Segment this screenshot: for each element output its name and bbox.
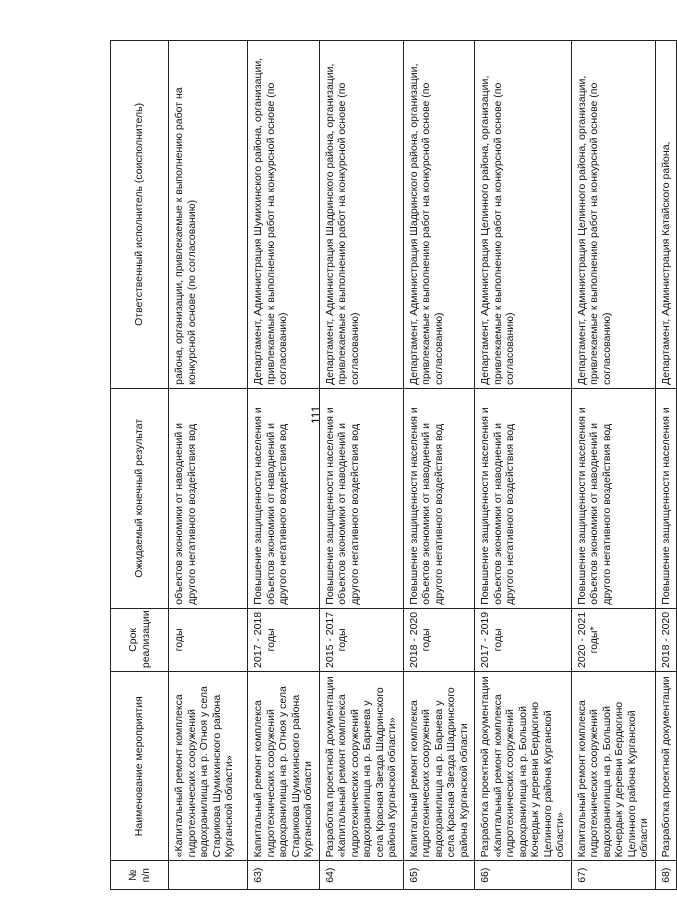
table-row xyxy=(169,41,248,890)
responsible: Департамент, Администрация Целинного района, организации, привлекаемые к выполнению работ на конкурсной основе (по согласованию) xyxy=(475,41,572,389)
term: 2015 - 2017 годы xyxy=(319,608,403,671)
row-number: 63) xyxy=(248,861,320,890)
header-number: № п/п xyxy=(111,861,169,890)
table-header-row xyxy=(111,41,169,890)
measure-name: «Капитальный ремонт комплекса гидротехнических сооружений водохранилища на р. Отноя у села Старикова Шумихинского района Курганской области» xyxy=(169,672,248,861)
expected-result: Повышение защищенности населения и объектов экономики от наводнений и другого негативного воздействия вод xyxy=(571,388,655,608)
term: 2020 - 2021 годы* xyxy=(571,608,655,671)
expected-result: Повышение защищенности населения и объектов экономики от наводнений и другого негативного воздействия вод xyxy=(248,388,320,608)
measure-name: Капитальный ремонт комплекса гидротехнических сооружений водохранилища на р. Большой Кочердык у деревни Бердюгино Целинного района Курганской области xyxy=(571,672,655,861)
page-number: 111 xyxy=(309,405,323,425)
term: годы xyxy=(169,608,248,671)
term: 2017 - 2019 годы xyxy=(475,608,572,671)
responsible: Департамент, Администрация Катайского района, xyxy=(655,41,677,389)
expected-result: Повышение защищенности населения и xyxy=(655,388,677,608)
expected-result: объектов экономики от наводнений и другого негативного воздействия вод xyxy=(169,388,248,608)
term: 2018 - 2020 годы xyxy=(403,608,475,671)
expected-result: Повышение защищенности населения и объектов экономики от наводнений и другого негативного воздействия вод xyxy=(319,388,403,608)
responsible: Департамент, Администрация Шумихинского района, организации, привлекаемые к выполнению работ на конкурсной основе (по согласованию) xyxy=(248,41,320,389)
responsible: Департамент, Администрация Шадринского района, организации, привлекаемые к выполнению работ на конкурсной основе (по согласованию) xyxy=(403,41,475,389)
measure-name: Разработка проектной документации «Капитальный ремонт комплекса гидротехнических сооружений водохранилища на р. Барнева у села Красная Звезда Шадринского района Курганской области» xyxy=(319,672,403,861)
measure-name: Капитальный ремонт комплекса гидротехнических сооружений водохранилища на р. Барнева у села Красная Звезда Шадринского района Курганской области xyxy=(403,672,475,861)
table-row xyxy=(403,41,475,890)
table-row xyxy=(475,41,572,890)
row-number: 64) xyxy=(319,861,403,890)
responsible: Департамент, Администрация Шадринского района, организации, привлекаемые к выполнению работ на конкурсной основе (по согласованию) xyxy=(319,41,403,389)
row-number: 68) xyxy=(655,861,677,890)
term: 2018 - 2020 xyxy=(655,608,677,671)
expected-result: Повышение защищенности населения и объектов экономики от наводнений и другого негативного воздействия вод xyxy=(475,388,572,608)
measures-table xyxy=(110,40,677,890)
term: 2017 - 2018 годы xyxy=(248,608,320,671)
table-row xyxy=(655,41,677,890)
header-term: Срок реализации xyxy=(111,608,169,671)
row-number: 66) xyxy=(475,861,572,890)
measure-name: Разработка проектной документации «Капитальный ремонт комплекса гидротехнических сооружений водохранилища на р. Большой Кочердык у деревни Бердюгино Целинного района Курганской области» xyxy=(475,672,572,861)
measure-name: Разработка проектной документации xyxy=(655,672,677,861)
measure-name: Капитальный ремонт комплекса гидротехнических сооружений водохранилища на р. Отноя у села Старикова Шумихинского района Курганской области xyxy=(248,672,320,861)
responsible: района, организации, привлекаемые к выполнению работ на конкурсной основе (по согласованию) xyxy=(169,41,248,389)
rotated-page-content xyxy=(110,40,672,890)
header-responsible: Ответственный исполнитель (соисполнитель) xyxy=(111,41,169,389)
expected-result: Повышение защищенности населения и объектов экономики от наводнений и другого негативного воздействия вод xyxy=(403,388,475,608)
table-row xyxy=(248,41,320,890)
row-number: 67) xyxy=(571,861,655,890)
table-row xyxy=(319,41,403,890)
header-expected-result: Ожидаемый конечный результат xyxy=(111,388,169,608)
row-number xyxy=(169,861,248,890)
header-measure-name: Наименование мероприятия xyxy=(111,672,169,861)
row-number: 65) xyxy=(403,861,475,890)
responsible: Департамент, Администрация Целинного района, организации, привлекаемые к выполнению работ на конкурсной основе (по согласованию) xyxy=(571,41,655,389)
table-row xyxy=(571,41,655,890)
